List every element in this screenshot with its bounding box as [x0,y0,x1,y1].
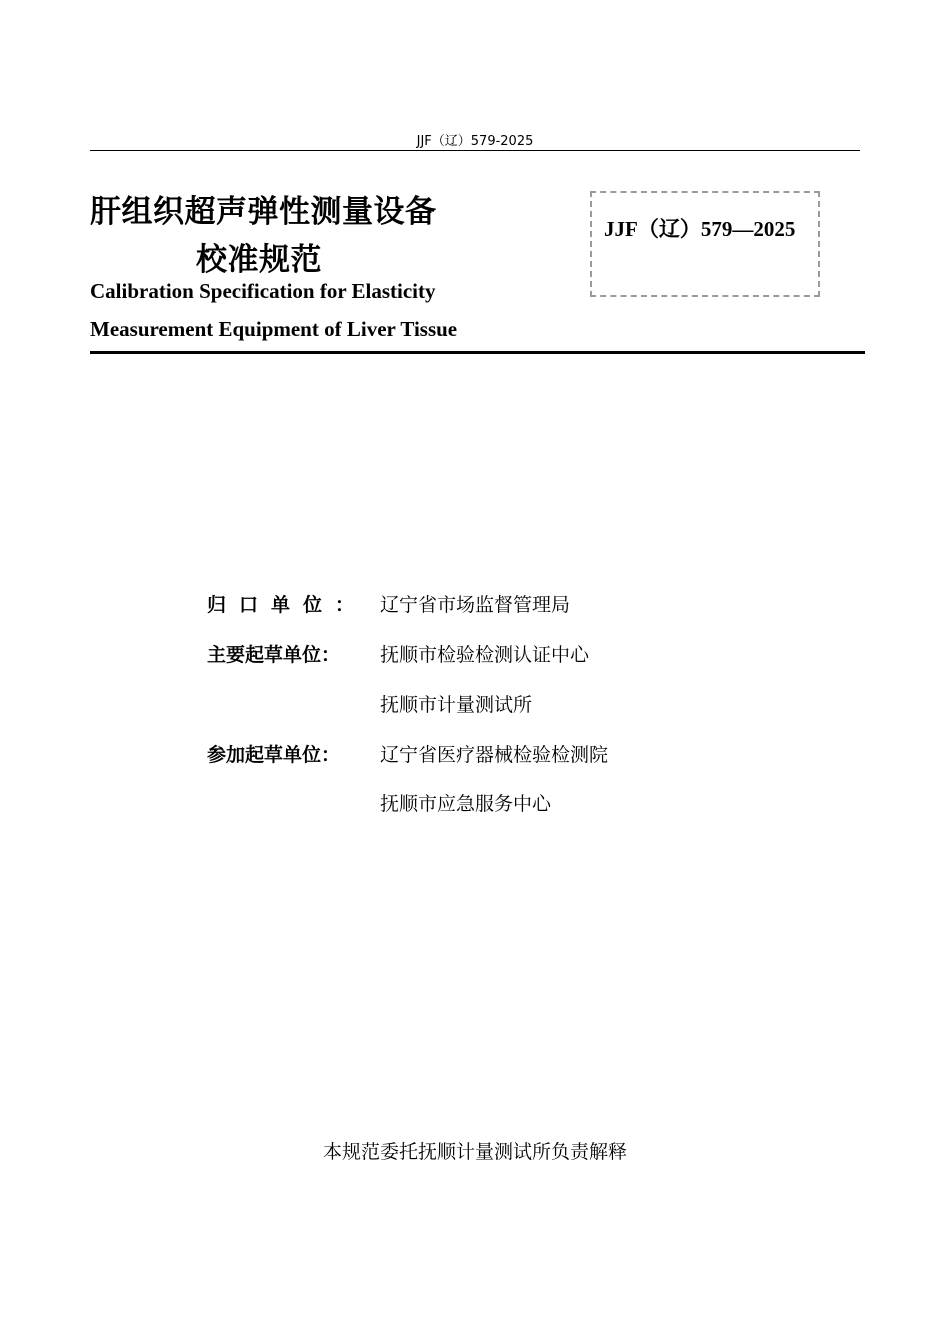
centralized-unit-label: 归口单位： [207,594,368,616]
title-english-line-2: Measurement Equipment of Liver Tissue [90,317,458,341]
participating-drafting-unit-2: 抚顺市应急服务中心 [380,793,552,815]
standard-code: JJF（辽）579—2025 [604,217,796,241]
title-rule [90,351,865,354]
header-rule [90,150,860,151]
main-drafting-unit-label: 主要起草单位： [207,644,341,666]
running-header: JJF（辽）579-2025 [416,134,534,149]
participating-drafting-unit-label: 参加起草单位： [207,744,341,766]
main-drafting-unit-2: 抚顺市计量测试所 [380,694,533,716]
title-chinese-line-1: 肝组织超声弹性测量设备 [90,194,437,230]
participating-drafting-unit-1: 辽宁省医疗器械检验检测院 [380,744,609,766]
centralized-unit-value: 辽宁省市场监督管理局 [380,594,571,616]
title-english-line-1: Calibration Specification for Elasticity [90,279,436,303]
main-drafting-unit-1: 抚顺市检验检测认证中心 [380,644,590,666]
title-chinese-line-2: 校准规范 [196,242,322,278]
interpretation-note: 本规范委托抚顺计量测试所负责解释 [322,1141,627,1163]
standard-code-box [590,191,820,297]
